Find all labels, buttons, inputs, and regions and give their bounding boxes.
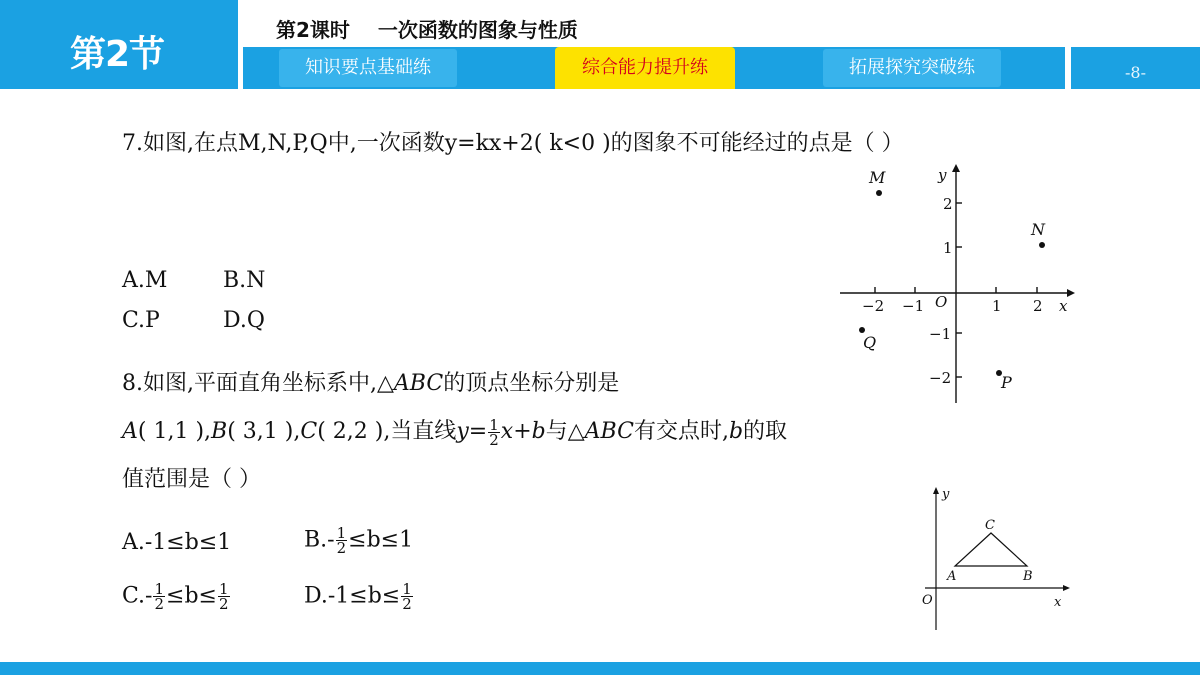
option-text: ≤b≤ (166, 583, 217, 609)
q8-y-axis-label: y (942, 487, 950, 502)
q8-vertex-c-coord: ( 2,2 ), (317, 419, 391, 444)
q8-option-c[interactable] (122, 582, 231, 611)
q8-eq-b: +b (513, 419, 546, 444)
q8-triangle-figure (915, 484, 1080, 634)
q7-option-a[interactable]: A.M (122, 268, 168, 293)
q7-stem: 7.如图,在点M,N,P,Q中,一次函数y=kx+2( k<0 )的图象不可能经过的点是（ ） (122, 131, 904, 156)
lesson-title (276, 14, 578, 43)
fraction-denominator: 2 (489, 430, 499, 449)
q8-line2-text: 与△ (545, 419, 585, 444)
q8-line1-suffix: 的顶点坐标分别是 (443, 371, 620, 396)
q7-coordinate-figure (835, 160, 1080, 410)
q7-origin-label: O (935, 293, 948, 311)
q7-point-q-label: Q (863, 333, 877, 352)
q8-line-text: 当直线 (390, 419, 457, 444)
q8-line1-prefix: 8.如图,平面直角坐标系中,△ (122, 371, 394, 396)
q7-point-p-label: P (1001, 373, 1012, 392)
fraction-half (401, 582, 413, 611)
q7-option-c[interactable]: C.P (122, 308, 160, 333)
fraction-half (218, 582, 230, 611)
fraction-denominator: 2 (218, 595, 229, 613)
tab-comprehensive-practice[interactable]: 综合能力提升练 (555, 47, 735, 89)
header-bar (0, 0, 1200, 89)
q7-y-tick: −1 (929, 325, 952, 343)
q8-origin-label: O (922, 593, 933, 608)
q8-option-d[interactable] (304, 582, 414, 611)
q8-vertex-a: A (122, 419, 138, 444)
q7-x-tick: 1 (992, 297, 1002, 315)
q8-option-b[interactable] (304, 526, 413, 555)
q7-option-d[interactable]: D.Q (223, 308, 265, 333)
q7-x-axis-label: x (1059, 297, 1068, 315)
q8-line1 (122, 366, 619, 397)
q7-y-tick: 2 (943, 195, 953, 213)
section-box (0, 0, 238, 89)
fraction-numerator: 1 (402, 580, 412, 598)
q7-y-tick: 1 (943, 239, 953, 257)
fraction-denominator: 2 (402, 595, 412, 613)
q8-vertex-c-label: C (985, 518, 995, 533)
fraction-denominator: 2 (154, 595, 165, 613)
fraction-numerator: 1 (336, 524, 347, 542)
q8-vertex-c: C (300, 419, 318, 444)
q8-eq-sign: = (468, 419, 488, 444)
fraction-numerator: 1 (489, 415, 499, 434)
q8-x-axis-label: x (1054, 595, 1062, 610)
tab-bar (243, 47, 1065, 89)
q8-variable-b: b (728, 419, 744, 444)
q8-triangle (955, 533, 1027, 566)
fraction-half (153, 582, 165, 611)
tab-basic-practice[interactable]: 知识要点基础练 (279, 49, 457, 87)
page-number: -8- (1071, 47, 1200, 89)
q8-eq-x: x (500, 419, 514, 444)
option-text: ≤b≤1 (348, 527, 414, 553)
section-label: 第2节 (70, 34, 165, 75)
q8-triangle-name: ABC (584, 419, 634, 444)
q8-line3: 值范围是（ ） (122, 467, 261, 492)
q8-eq-y: y (456, 419, 469, 444)
q7-point-n (1039, 242, 1045, 248)
q8-vertex-a-coord: ( 1,1 ), (137, 419, 212, 444)
q8-vertex-b-coord: ( 3,1 ), (227, 419, 301, 444)
q8-option-a[interactable]: A.-1≤b≤1 (122, 530, 232, 555)
q8-triangle-name: ABC (393, 371, 444, 396)
fraction-numerator: 1 (154, 580, 165, 598)
q7-point-m-label: M (869, 168, 886, 187)
lesson-topic: 一次函数的图象与性质 (377, 18, 578, 42)
fraction-denominator: 2 (336, 539, 347, 557)
q7-point-n-label: N (1031, 220, 1045, 239)
q8-vertex-a-label: A (947, 569, 957, 584)
q7-x-tick: 2 (1033, 297, 1043, 315)
tab-extension-practice[interactable]: 拓展探究突破练 (823, 49, 1001, 87)
q8-line2-text: 的取 (743, 419, 788, 444)
footer-bar (0, 662, 1200, 675)
q7-x-tick: −1 (902, 297, 925, 315)
option-text: D.-1≤b≤ (304, 583, 401, 609)
q7-y-tick: −2 (929, 369, 952, 387)
fraction-half (336, 526, 348, 555)
q7-y-axis-label: y (938, 166, 947, 184)
q8-line2 (122, 414, 787, 447)
q7-point-m (876, 190, 882, 196)
q7-x-tick: −2 (862, 297, 885, 315)
q8-fraction-half (488, 415, 500, 449)
q8-vertex-b: B (211, 419, 228, 444)
q8-vertex-b-label: B (1023, 569, 1033, 584)
q7-option-b[interactable]: B.N (223, 268, 266, 293)
option-text: C.- (122, 583, 153, 609)
fraction-numerator: 1 (218, 580, 229, 598)
option-text: B.- (304, 527, 335, 553)
q8-line2-text: 有交点时, (633, 419, 729, 444)
lesson-label: 第2课时 (276, 18, 350, 42)
